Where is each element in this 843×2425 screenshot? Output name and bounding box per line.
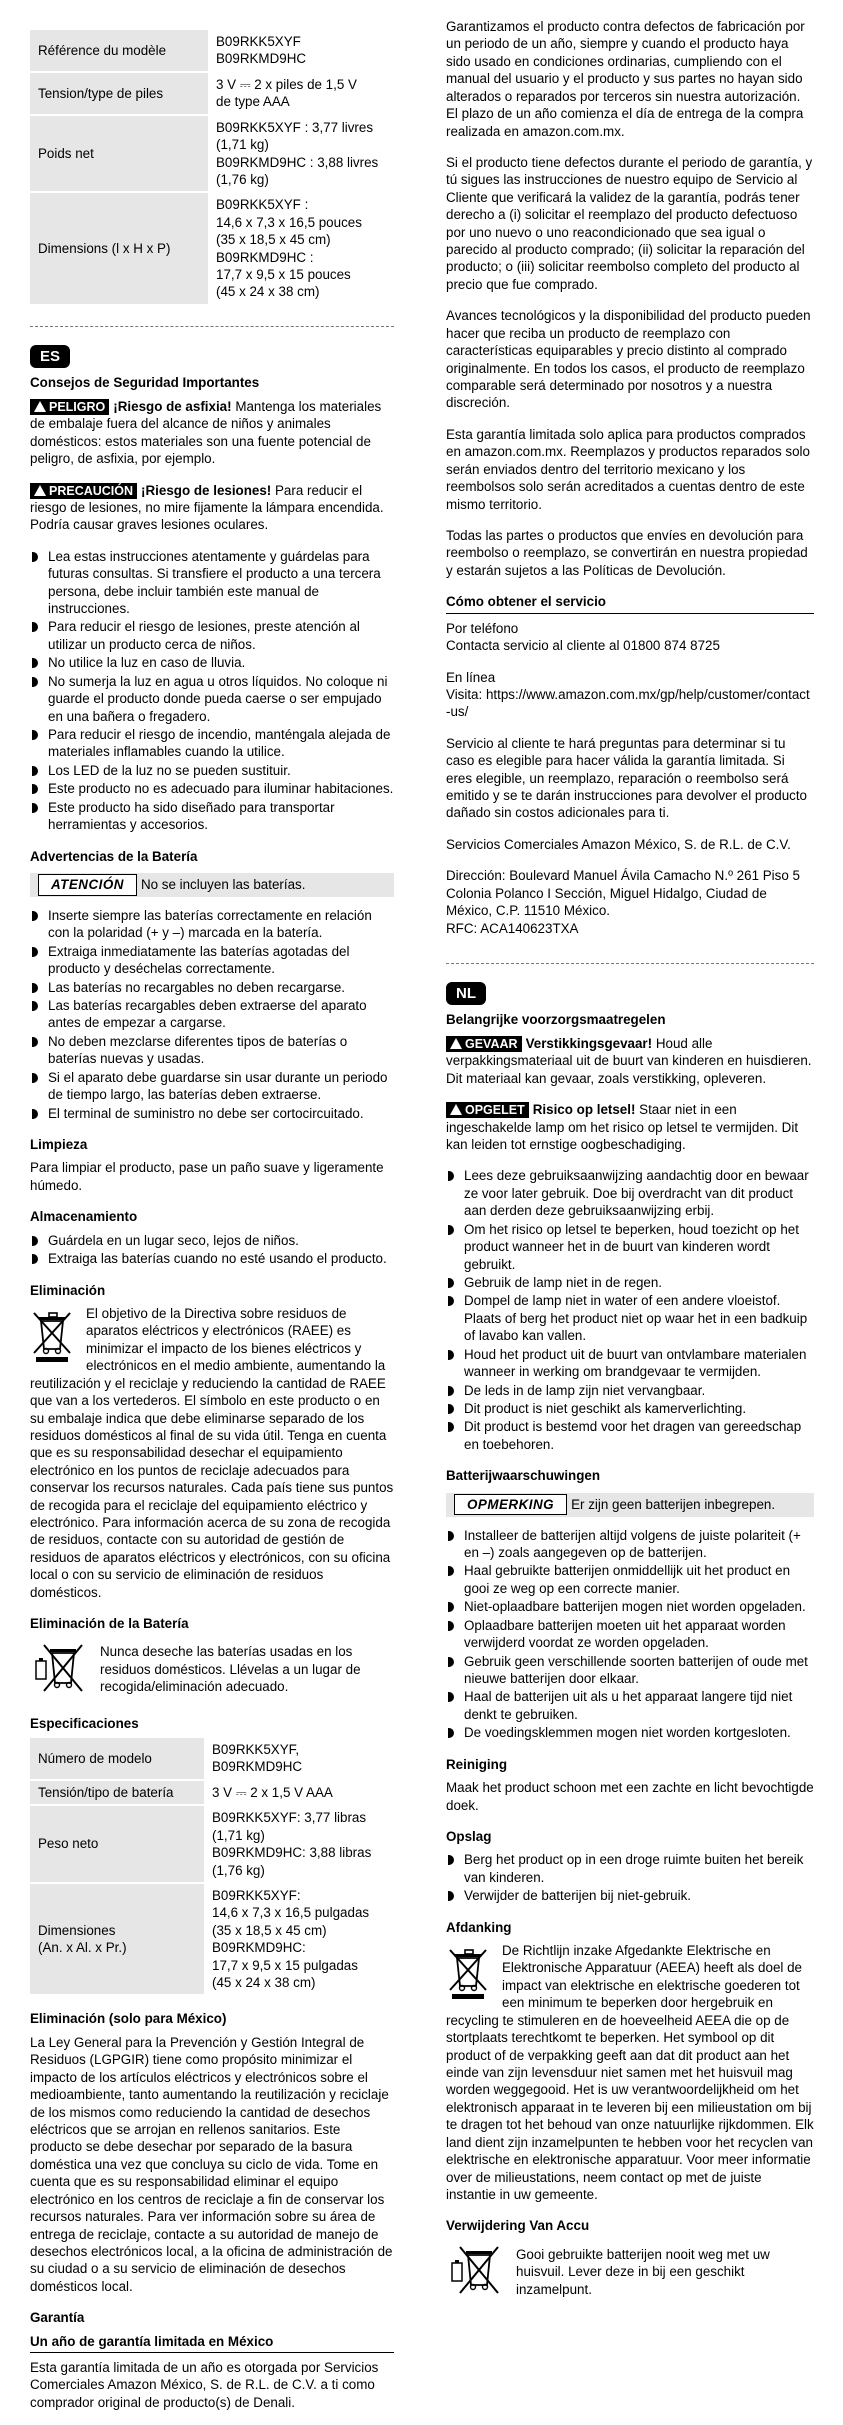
- nl-cleaning-text: Maak het product schoon met een zachte en licht bevochtigde doek.: [446, 1780, 814, 1813]
- nl-danger-warning: [446, 1035, 814, 1087]
- table-row: [30, 72, 394, 115]
- es-disposal-text: El objetivo de la Directiva sobre residuos de aparatos eléctricos y electrónicos (RAEE) es minimizar el impacto de los bienes eléctricos y electrónicos en el medio ambiente, aumentando la reutilización y el reciclaje y reduciendo la cantidad de RAEE que van a los vertederos. El símbolo en este producto o en su embalaje indica que debe eliminarse separado de los residuos domésticos al final de su vida útil. Tenga en cuenta que es su responsabilidad desechar el equipamiento electrónico en los puntos de reciclaje adecuados para conservar los recursos naturales. Cada país tiene sus puntos de recogida para el reciclaje del equipamiento eléctrico y electrónico. Para información acerca de su zona de recogida de residuos, contacte con su autoridad de gestión de residuos de aparatos eléctricos y electrónicos, con su oficina local o con su servicio de eliminación de residuos domésticos.: [30, 1305, 394, 1600]
- es-spec-title: Especificaciones: [30, 1715, 139, 1731]
- caution-tag: PRECAUCIÓN: [30, 483, 137, 499]
- nl-battery-list: [446, 1527, 814, 1742]
- list-item: No utilice la luz en caso de lluvia.: [30, 654, 394, 671]
- list-item: Lea estas instrucciones atentamente y guárdelas para futuras consultas. Si transfiere el producto a una tercera persona, debe incluir también este manual de instrucciones.: [30, 548, 394, 618]
- notice-label: OPMERKING: [454, 1494, 567, 1515]
- right-column: [446, 18, 814, 2317]
- es-storage-list: [30, 1232, 394, 1268]
- caution-heading: ¡Riesgo de lesiones!: [141, 482, 272, 498]
- table-row: [30, 1780, 394, 1805]
- list-item: Houd het product uit de buurt van ontvlambare materialen wanneer in werking om brandgevaar te vermijden.: [446, 1346, 814, 1381]
- spec-value: 3 V ⎓ 2 x 1,5 V AAA: [204, 1780, 394, 1805]
- notice-label: ATENCIÓN: [38, 874, 137, 895]
- battery-bin-icon: [446, 2241, 508, 2303]
- spec-value: B09RKK5XYF, B09RKMD9HC: [204, 1738, 394, 1780]
- warning-triangle-icon: [450, 1038, 462, 1049]
- list-item: Los LED de la luz no se pueden sustituir.: [30, 762, 394, 779]
- spec-key: Dimensiones (An. x Al. x Pr.): [30, 1883, 204, 1996]
- list-item: Las baterías recargables deben extraerse del aparato antes de empezar a cargarse.: [30, 997, 394, 1032]
- weee-bin-icon: [446, 1944, 492, 2000]
- list-item: Om het risico op letsel te beperken, houd toezicht op het product wanneer het in de buurt van kinderen wordt gebruikt.: [446, 1221, 814, 1273]
- list-item: Guárdela en un lugar seco, lejos de niños.: [30, 1232, 394, 1249]
- list-item: Gebruik de lamp niet in de regen.: [446, 1274, 814, 1291]
- es-battery-list: [30, 907, 394, 1122]
- table-row: [30, 30, 394, 72]
- spec-key: Tensión/tipo de batería: [30, 1780, 204, 1805]
- list-item: Niet-oplaadbare batterijen mogen niet worden opgeladen.: [446, 1598, 814, 1615]
- spec-value: 3 V ⎓ 2 x piles de 1,5 V de type AAA: [208, 72, 394, 115]
- nl-disposal-text: De Richtlijn inzake Afgedankte Elektrische en Elektronische Apparatuur (AEEA) heeft als doel de impact van elektrische en elektrische goederen tot een minimum te beperken door hergebruik en recycling te stimuleren en de hoeveelheid AEEA die op de stortplaats terechtkomt te beperken. Het symbool op dit product of de verpakking geeft aan dat dit product aan het einde van zijn levensduur niet samen met het huisvuil mag worden weggegooid. Het is uw verantwoordelijkheid om het elektronisch apparaat in te leveren bij een milieustation om bij te dragen tot het behoud van onze natuurlijke rijkdommen. Elk land dient zijn inzamelpunten te hebben voor het recyclen van elektrische en elektronische apparatuur. Voor meer informatie over de milieustations, neem contact op met de juiste instantie in uw gemeente.: [446, 1943, 814, 2202]
- warning-triangle-icon: [34, 401, 46, 412]
- es-service-title: Cómo obtener el servicio: [446, 593, 814, 613]
- list-item: De leds in de lamp zijn niet vervangbaar.: [446, 1382, 814, 1399]
- danger-tag: GEVAAR: [446, 1036, 522, 1052]
- notice-text: No se incluyen las baterías.: [140, 877, 306, 893]
- list-item: Dompel de lamp niet in water of een andere vloeistof. Plaats of berg het product niet op waar het in een badkuip of lavabo kan vallen.: [446, 1292, 814, 1344]
- list-item: Verwijder de batterijen bij niet-gebruik.: [446, 1887, 814, 1904]
- caution-heading: Risico op letsel!: [532, 1102, 636, 1118]
- spec-key: Peso neto: [30, 1805, 204, 1883]
- list-item: Haal gebruikte batterijen onmiddellijk uit het product en gooi ze weg op een correcte manier.: [446, 1562, 814, 1597]
- spec-value: B09RKK5XYF: 3,77 libras (1,71 kg) B09RKMD9HC: 3,88 libras (1,76 kg): [204, 1805, 394, 1883]
- list-item: Gebruik geen verschillende soorten batterijen of oude met nieuwe batterijen door elkaar.: [446, 1653, 814, 1688]
- spec-value: B09RKK5XYF: 14,6 x 7,3 x 16,5 pulgadas (35 x 18,5 x 45 cm) B09RKMD9HC: 17,7 x 9,5 x 15 pulgadas (45 x 24 x 38 cm): [204, 1883, 394, 1996]
- es-warranty-subtitle: Un año de garantía limitada en México: [30, 2333, 394, 2353]
- nl-storage-list: [446, 1851, 814, 1904]
- danger-text: Mantenga los materiales de embalaje fuera del alcance de niños y animales domésticos: estos materiales son una fuente potencial de peligro, de asfixia, por ejemplo.: [30, 398, 382, 467]
- spec-key: Poids net: [30, 115, 208, 193]
- battery-bin-icon: [30, 1639, 92, 1701]
- es-battery-disposal-text: Nunca deseche las baterías usadas en los residuos domésticos. Llévelas a un lugar de recogida/eliminación adecuado.: [100, 1644, 361, 1695]
- list-item: Para reducir el riesgo de incendio, manténgala alejada de materiales inflamables cuando la utilice.: [30, 726, 394, 761]
- caution-tag: OPGELET: [446, 1102, 529, 1118]
- list-item: No deben mezclarse diferentes tipos de baterías o baterías nuevas y usadas.: [30, 1033, 394, 1068]
- list-item: Extraiga las baterías cuando no esté usando el producto.: [30, 1250, 394, 1267]
- list-item: Berg het product op in een droge ruimte buiten het bereik van kinderen.: [446, 1851, 814, 1886]
- es-service-text: Servicio al cliente te hará preguntas para determinar si tu caso es elegible para hacer válida la garantía limitada. Si eres elegible, un reemplazo, reparación o reembolso será emitido y se te darán instrucciones para devolver el producto dañado sin costos adicionales para ti.: [446, 735, 807, 821]
- es-service-phone: Por teléfono Contacta servicio al cliente al 01800 874 8725: [446, 620, 720, 654]
- fr-spec-table: [30, 30, 394, 306]
- list-item: Lees deze gebruiksaanwijzing aandachtig door en bewaar ze voor later gebruik. Doe bij overdracht van dit product aan derden deze gebruiksaanwijzing erbij.: [446, 1167, 814, 1219]
- es-mx-disposal-title: Eliminación (solo para México): [30, 2011, 227, 2027]
- section-divider: [30, 326, 394, 327]
- list-item: Extraiga inmediatamente las baterías agotadas del producto y deséchelas correctamente.: [30, 943, 394, 978]
- spec-key: Número de modelo: [30, 1738, 204, 1780]
- list-item: Oplaadbare batterijen moeten uit het apparaat worden verwijderd voordat ze worden opgeladen.: [446, 1617, 814, 1652]
- es-address: Dirección: Boulevard Manuel Ávila Camacho N.º 261 Piso 5 Colonia Polanco I Sección, Miguel Hidalgo, Ciudad de México, C.P. 11510 México. RFC: ACA140623TXA: [446, 868, 800, 936]
- nl-disposal-title: Afdanking: [446, 1919, 512, 1935]
- list-item: Este producto ha sido diseñado para transportar herramientas y accesorios.: [30, 799, 394, 834]
- es-disposal-title: Eliminación: [30, 1282, 106, 1298]
- nl-disposal-block: [446, 1942, 814, 2203]
- spec-value: B09RKK5XYF : 3,77 livres (1,71 kg) B09RKMD9HC : 3,88 livres (1,76 kg): [208, 115, 394, 193]
- es-warranty-title: Garantía: [30, 2310, 85, 2326]
- es-notice-box: [30, 873, 394, 897]
- list-item: Inserte siempre las baterías correctamente en relación con la polaridad (+ y –) marcada en la batería.: [30, 907, 394, 942]
- es-service-online: En línea Visita: https://www.amazon.com.mx/gp/help/customer/contact-us/: [446, 669, 810, 720]
- spec-key: Dimensions (l x H x P): [30, 192, 208, 305]
- es-disposal-block: [30, 1305, 394, 1601]
- spec-key: Référence du modèle: [30, 30, 208, 72]
- list-item: Installeer de batterijen altijd volgens de juiste polariteit (+ en –) zoals aangegeven op de batterijen.: [446, 1527, 814, 1562]
- es-cleaning-title: Limpieza: [30, 1137, 88, 1153]
- list-item: Las baterías no recargables no deben recargarse.: [30, 979, 394, 996]
- es-battery-title: Advertencias de la Batería: [30, 848, 198, 864]
- es-warranty-p6: Todas las partes o productos que envíes en devolución para reembolso o reemplazo, se convertirán en nuestra propiedad y estarán sujetos a las Políticas de Devolución.: [446, 527, 808, 578]
- es-warranty-p5: Esta garantía limitada solo aplica para productos comprados en amazon.com.mx. Reemplazos y productos reparados solo serán enviados dentro del territorio mexicano y los reembolsos solo serán acreditados a cuentas dentro de este mismo territorio.: [446, 426, 810, 512]
- es-safety-title: Consejos de Seguridad Importantes: [30, 375, 260, 391]
- caution-text: Para reducir el riesgo de lesiones, no mire fijamente la lámpara encendida. Podría causar graves lesiones oculares.: [30, 482, 384, 533]
- spec-value: B09RKK5XYF B09RKMD9HC: [208, 30, 394, 72]
- list-item: Este producto no es adecuado para iluminar habitaciones.: [30, 780, 394, 797]
- es-warranty-p1: Esta garantía limitada de un año es otorgada por Servicios Comerciales Amazon México, S. de R.L. de C.V. a ti como comprador original de producto(s) de Denali.: [30, 2360, 379, 2410]
- notice-text: Er zijn geen batterijen inbegrepen.: [571, 1496, 776, 1512]
- nl-safety-title: Belangrijke voorzorgsmaatregelen: [446, 1012, 666, 1028]
- list-item: Si el aparato debe guardarse sin usar durante un periodo de tiempo largo, las baterías deben extraerse.: [30, 1069, 394, 1104]
- es-battery-disposal-block: [30, 1639, 394, 1701]
- list-item: Dit product is bestemd voor het dragen van gereedschap en toebehoren.: [446, 1418, 814, 1453]
- es-mx-disposal-text: La Ley General para la Prevención y Gestión Integral de Residuos (LGPGIR) tiene como propósito minimizar el impacto de los artículos eléctricos y electrónicos sobre el medioambiente, tanto aumentando la reutilización y reciclaje de los mismos como reduciendo la cantidad de desechos eléctricos que se arrojan en rellenos sanitarios. Este producto se debe desechar por separado de la basura doméstica una vez que concluya su ciclo de vida. Tome en cuenta que es su responsabilidad eliminar el equipo electrónico en los centros de reciclaje a fin de conservar los recursos naturales. Para ver información sobre su área de entrega de reciclaje, contacte a su autoridad de manejo de desechos electrónicos local, a la oficina de administración de su ciudad o a su servicio de eliminación de desechos domésticos local.: [30, 2034, 393, 2294]
- danger-text: Houd alle verpakkingsmateriaal uit de buurt van kinderen en huisdieren. Dit materiaal kan gevaar, zoals verstikking, opleveren.: [446, 1035, 812, 1086]
- danger-heading: Verstikkingsgevaar!: [525, 1035, 653, 1051]
- es-caution-warning: [30, 482, 394, 534]
- es-safety-list: [30, 548, 394, 834]
- spec-value: B09RKK5XYF : 14,6 x 7,3 x 16,5 pouces (35 x 18,5 x 45 cm) B09RKMD9HC : 17,7 x 9,5 x 15 pouces (45 x 24 x 38 cm): [208, 192, 394, 305]
- es-company: Servicios Comerciales Amazon México, S. de R.L. de C.V.: [446, 836, 791, 852]
- nl-caution-warning: [446, 1101, 814, 1153]
- table-row: [30, 1805, 394, 1883]
- table-row: [30, 192, 394, 305]
- section-divider: [446, 963, 814, 964]
- language-badge-nl: NL: [446, 982, 486, 1006]
- list-item: Haal de batterijen uit als u het apparaat langere tijd niet denkt te gebruiken.: [446, 1688, 814, 1723]
- nl-cleaning-title: Reiniging: [446, 1756, 507, 1772]
- danger-heading: ¡Riesgo de asfixia!: [113, 398, 232, 414]
- warning-triangle-icon: [450, 1104, 462, 1115]
- es-warranty-p2: Garantizamos el producto contra defectos de fabricación por un periodo de un año, siempre y cuando el producto haya sido usado en condiciones ordinarias, cumpliendo con el manual del usuario y el producto y sus partes no hayan sido alterados o reparados por terceros sin nuestra autorización. El plazo de un año comienza el día de entrega de la compra realizada en amazon.com.mx.: [446, 19, 805, 139]
- es-battery-disposal-title: Eliminación de la Batería: [30, 1616, 189, 1632]
- table-row: [30, 115, 394, 193]
- nl-storage-title: Opslag: [446, 1828, 492, 1844]
- list-item: El terminal de suministro no debe ser cortocircuitado.: [30, 1105, 394, 1122]
- es-danger-warning: [30, 398, 394, 468]
- table-row: [30, 1883, 394, 1996]
- nl-notice-box: [446, 1493, 814, 1517]
- nl-safety-list: [446, 1167, 814, 1453]
- spec-key: Tension/type de piles: [30, 72, 208, 115]
- caution-text: Staar niet in een ingeschakelde lamp om het risico op letsel te vermijden. Dit kan leiden tot ernstige oogbeschadiging.: [446, 1102, 799, 1153]
- table-row: [30, 1738, 394, 1780]
- es-warranty-p4: Avances tecnológicos y la disponibilidad del producto pueden hacer que reciba un producto de reemplazo con características equiparables y precio distinto al comprado originalmente. En todos los casos, el producto de reemplazo comparable será determinado por nosotros y a nuestra discreción.: [446, 308, 811, 411]
- nl-battery-disposal-text: Gooi gebruikte batterijen nooit weg met uw huisvuil. Lever deze in bij een geschikt inzamelpunt.: [516, 2246, 770, 2297]
- es-storage-title: Almacenamiento: [30, 1209, 138, 1225]
- list-item: Para reducir el riesgo de lesiones, preste atención al utilizar un producto cerca de niños.: [30, 618, 394, 653]
- es-cleaning-text: Para limpiar el producto, pase un paño suave y ligeramente húmedo.: [30, 1160, 384, 1193]
- nl-battery-disposal-block: [446, 2241, 814, 2303]
- weee-bin-icon: [30, 1307, 76, 1363]
- es-spec-table: [30, 1738, 394, 1996]
- list-item: Dit product is niet geschikt als kamerverlichting.: [446, 1400, 814, 1417]
- language-badge-es: ES: [30, 345, 70, 369]
- warning-triangle-icon: [34, 485, 46, 496]
- es-warranty-p3: Si el producto tiene defectos durante el periodo de garantía, y tú sigues las instrucciones de nuestro equipo de Servicio al Cliente que verificará la validez de la garantía, podrás tener derecho a (i) solicitar el reemplazo del producto defectuoso por uno nuevo o uno reacondicionado que sea igual o parecido al producto comprado; (ii) solicitar la reparación del producto; o (iii) solicitar reembolso completo del producto al precio que fue comprado.: [446, 154, 813, 292]
- list-item: De voedingsklemmen mogen niet worden kortgesloten.: [446, 1724, 814, 1741]
- nl-battery-disposal-title: Verwijdering Van Accu: [446, 2218, 590, 2234]
- left-column: [30, 30, 394, 2425]
- nl-battery-title: Batterijwaarschuwingen: [446, 1468, 601, 1484]
- danger-tag: PELIGRO: [30, 399, 109, 415]
- list-item: No sumerja la luz en agua u otros líquidos. No coloque ni guarde el producto donde pueda caerse o ser empujado en una bañera o fregadero.: [30, 673, 394, 725]
